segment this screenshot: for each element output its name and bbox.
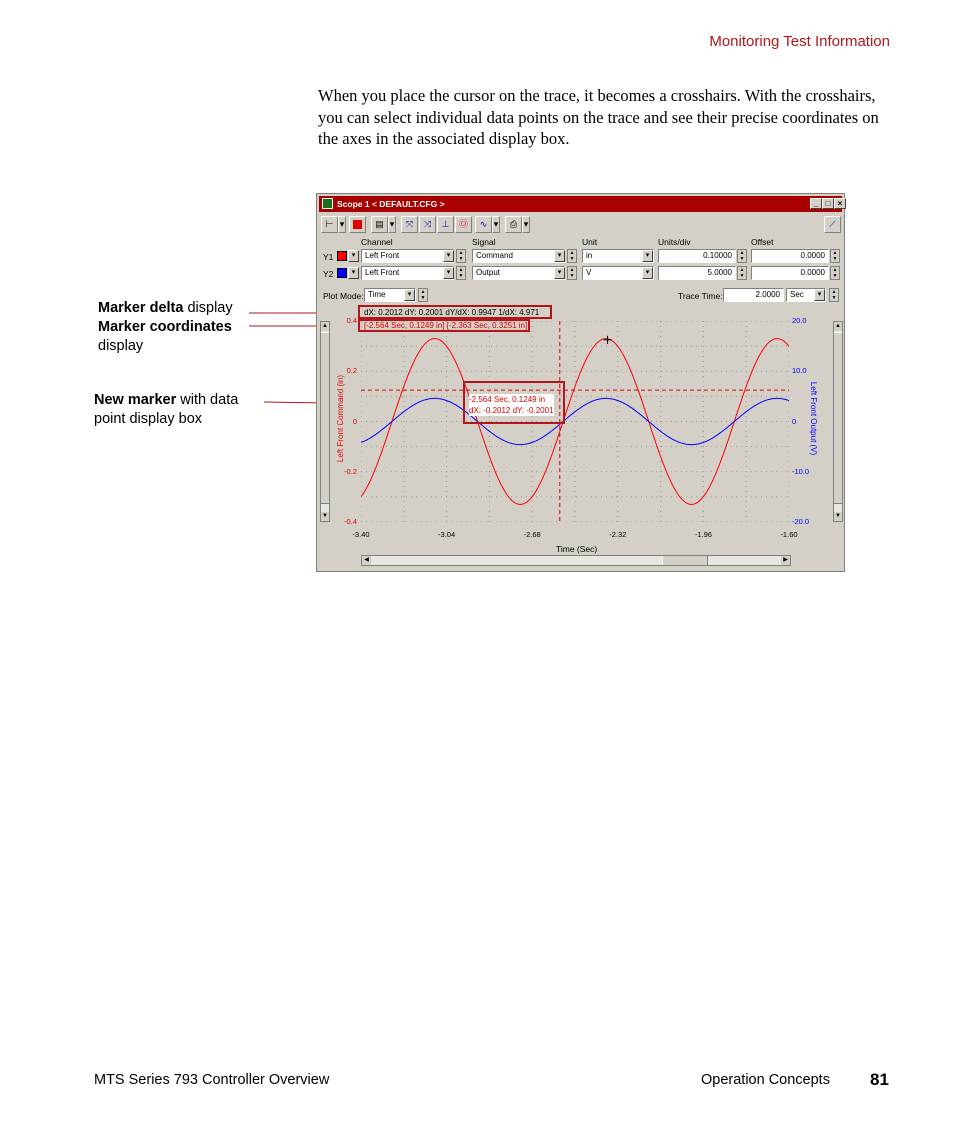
print-dropdown[interactable]: ▾	[522, 216, 530, 233]
y-axis-label: Left Front Command (in)	[336, 374, 346, 463]
trace-time-input[interactable]: 2.0000	[723, 288, 784, 302]
y2-signal-select[interactable]: Output	[472, 266, 565, 280]
y2-offset-spinner[interactable]: ▲ ▼	[830, 266, 840, 280]
y-tick-label: 0.4	[346, 316, 357, 325]
scope-app-icon	[322, 198, 333, 209]
left-scroll-thumb[interactable]	[321, 332, 329, 504]
y1-units-div-spinner[interactable]: ▲ ▼	[737, 249, 747, 263]
overlay-icon[interactable]: Ⓞ	[455, 216, 472, 233]
plot-mode-dropdown-icon[interactable]: ▾	[404, 289, 415, 301]
close-button[interactable]: ×	[834, 198, 846, 209]
marker-coordinates-readout: [-2.564 Sec, 0.1249 in] [-2.363 Sec, 0.3251 in]	[364, 321, 528, 330]
callout-new-marker-rest: with data	[176, 392, 239, 408]
maximize-button[interactable]: □	[822, 198, 834, 209]
page-number: 81	[870, 1070, 889, 1089]
y1-color-dropdown[interactable]: ▾	[348, 250, 359, 262]
y1-channel-dropdown-icon[interactable]: ▾	[443, 250, 454, 262]
y2-tick-label: -20.0	[792, 517, 810, 526]
trace-time-label: Trace Time:	[678, 291, 723, 301]
marker-tool-dropdown[interactable]: ▾	[338, 216, 346, 233]
y-tick-label: 0	[352, 416, 357, 426]
y2-tick-label: 0	[792, 416, 797, 426]
trace-dropdown[interactable]: ▾	[492, 216, 500, 233]
y2-tick-label: 10.0	[792, 366, 807, 376]
y1-signal-select[interactable]: Command	[472, 249, 565, 263]
marker-box-line2: dX: -0.2012 dY: -0.2001	[469, 406, 554, 415]
right-scroll-up-arrow[interactable]: ▲	[835, 323, 841, 329]
left-scroll-down-arrow[interactable]: ▼	[322, 513, 328, 519]
marker-coordinates-highlight	[358, 319, 530, 332]
scope-window	[316, 193, 845, 572]
new-marker-highlight	[463, 381, 565, 424]
x-tick-label: -2.68	[523, 530, 541, 539]
callout-marker-coords-bold: Marker coordinates	[98, 319, 232, 335]
scope-plot-area[interactable]	[361, 321, 789, 522]
print-icon[interactable]: ⎙	[505, 216, 522, 233]
left-scroll-up-arrow[interactable]: ▲	[322, 323, 328, 329]
right-vertical-scrollbar[interactable]	[833, 321, 843, 522]
marker-delta-readout: dX: 0.2012 dY: 0.2001 dY/dX: 0.9947 1/dX: 4.971	[364, 308, 540, 317]
y1-offset-input[interactable]: 0.0000	[751, 249, 829, 263]
stop-icon[interactable]	[349, 216, 366, 233]
trace-time-spinner[interactable]: ▲ ▼	[829, 288, 839, 302]
left-vertical-scrollbar[interactable]	[320, 321, 330, 522]
autoscale-icon[interactable]: ⤧	[401, 216, 418, 233]
right-scroll-thumb[interactable]	[834, 332, 842, 504]
y-tick-label: -0.4	[344, 517, 357, 526]
col-offset: Offset	[751, 237, 774, 247]
x-tick-label: -2.32	[609, 530, 627, 539]
y-tick-label: -0.2	[344, 466, 357, 476]
callout-marker-coords-rest: display	[98, 338, 144, 354]
y2-tick-label: 20.0	[792, 316, 807, 325]
x-axis-label: Time (Sec)	[556, 544, 598, 554]
properties-icon[interactable]: ▤	[371, 216, 388, 233]
callout-marker-delta-bold: Marker delta	[98, 300, 184, 316]
x-tick-label: -3.40	[352, 530, 370, 539]
y2-signal-dropdown-icon[interactable]: ▾	[554, 267, 565, 279]
y2-unit-select[interactable]: V	[582, 266, 654, 280]
plot-mode-spinner[interactable]: ▲ ▼	[418, 288, 428, 302]
x-tick-label: -3.04	[438, 530, 456, 539]
callout-new-marker-bold: New marker	[94, 392, 177, 408]
plot-mode-label: Plot Mode:	[323, 291, 364, 301]
y-tick-label: 0.2	[346, 366, 357, 376]
y2-unit-dropdown-icon[interactable]: ▾	[642, 267, 653, 279]
marker-delta-highlight	[358, 305, 552, 319]
y1-channel-select[interactable]: Left Front	[361, 249, 454, 263]
y2-tick-label: -10.0	[792, 466, 810, 476]
col-unit: Unit	[582, 237, 598, 247]
x-tick-label: -1.60	[780, 530, 798, 539]
callout-marker-delta-rest: display	[183, 300, 233, 316]
trace-icon[interactable]: ∿	[475, 216, 492, 233]
y2-signal-spinner[interactable]: ▲ ▼	[567, 266, 577, 280]
y2-axis-label: Left Front Output (V)	[809, 381, 819, 456]
trace-time-unit-select[interactable]: Sec	[786, 288, 826, 302]
scale-toggle-icon[interactable]: ⟋	[824, 216, 841, 233]
y2-channel-select[interactable]: Left Front	[361, 266, 454, 280]
y2-label: Y2	[323, 269, 334, 279]
marker-box-line1: -2.564 Sec, 0.1249 in	[469, 395, 546, 404]
y1-signal-dropdown-icon[interactable]: ▾	[554, 250, 565, 262]
scroll-right-arrow[interactable]: ▶	[781, 556, 790, 565]
y2-channel-dropdown-icon[interactable]: ▾	[443, 267, 454, 279]
col-channel: Channel	[361, 237, 393, 247]
x-tick-label: -1.96	[694, 530, 712, 539]
y2-units-div-spinner[interactable]: ▲ ▼	[737, 266, 747, 280]
y2-offset-input[interactable]: 0.0000	[751, 266, 829, 280]
zoom-icon[interactable]: ⤨	[419, 216, 436, 233]
y2-units-div-input[interactable]: 5.0000	[658, 266, 736, 280]
y1-unit-dropdown-icon[interactable]: ▾	[642, 250, 653, 262]
y1-unit-select[interactable]: in	[582, 249, 654, 263]
y1-signal-spinner[interactable]: ▲ ▼	[567, 249, 577, 263]
y1-color-swatch[interactable]	[337, 251, 347, 261]
footer-title: MTS Series 793 Controller Overview	[94, 1072, 330, 1088]
y2-color-swatch[interactable]	[337, 268, 347, 278]
properties-dropdown[interactable]: ▾	[388, 216, 396, 233]
scale-icon[interactable]: ⊥	[437, 216, 454, 233]
running-header: Monitoring Test Information	[709, 33, 890, 50]
horizontal-scrollbar[interactable]	[361, 555, 791, 566]
title-bar[interactable]	[319, 196, 842, 212]
plot-mode-select[interactable]: Time	[364, 288, 416, 302]
trace-time-unit-dropdown-icon[interactable]: ▾	[814, 289, 825, 301]
minimize-button[interactable]: _	[810, 198, 822, 209]
footer-section: Operation Concepts	[701, 1072, 830, 1088]
y1-label: Y1	[323, 252, 334, 262]
y1-units-div-input[interactable]: 0.10000	[658, 249, 736, 263]
horizontal-scroll-thumb[interactable]	[662, 556, 708, 565]
scroll-left-arrow[interactable]: ◀	[362, 556, 371, 565]
col-signal: Signal	[472, 237, 496, 247]
y1-channel-spinner[interactable]: ▲ ▼	[456, 249, 466, 263]
marker-tool-icon[interactable]: ⊢	[321, 216, 338, 233]
y2-channel-spinner[interactable]: ▲ ▼	[456, 266, 466, 280]
intro-paragraph: When you place the cursor on the trace, it becomes a crosshairs. With the crosshairs, you can select individual data points on the trace and see their precise coordinates on the axes in the associated display box.	[318, 86, 879, 148]
right-scroll-down-arrow[interactable]: ▼	[835, 513, 841, 519]
y1-offset-spinner[interactable]: ▲ ▼	[830, 249, 840, 263]
y2-color-dropdown[interactable]: ▾	[348, 267, 359, 279]
col-units-div: Units/div	[658, 237, 691, 247]
callout-new-marker-line2: point display box	[94, 411, 203, 427]
window-title: Scope 1 < DEFAULT.CFG >	[337, 199, 445, 209]
